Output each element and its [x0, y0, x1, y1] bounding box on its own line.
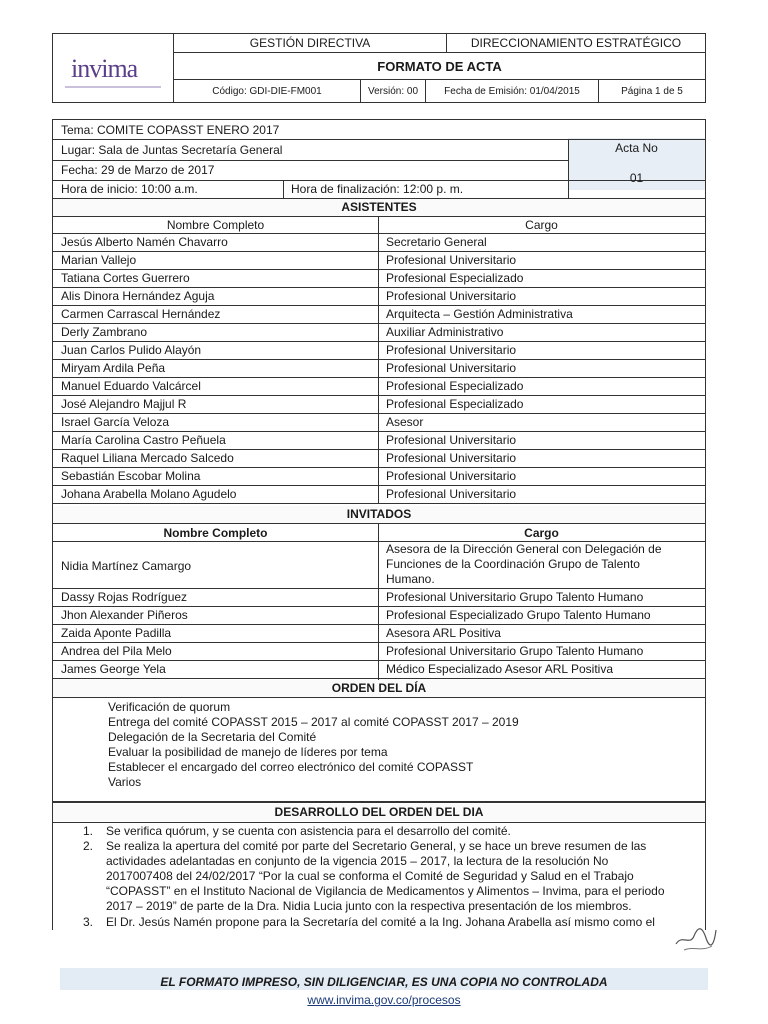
attendee-name: Derly Zambrano [61, 325, 148, 339]
guest-row-name: Nidia Martínez Camargo [61, 559, 192, 573]
attendee-row [53, 234, 705, 251]
attendee-row [53, 324, 705, 341]
attendee-name: Manuel Eduardo Valcárcel [61, 379, 201, 393]
attendee-role: Secretario General [386, 235, 487, 249]
dev-item-3: El Dr. Jesús Namén propone para la Secretaría del comité a la Ing. Johana Arabella así mismo como el [106, 915, 655, 929]
agenda-item: Evaluar la posibilidad de manejo de líderes por tema [108, 745, 388, 759]
attendee-name: Johana Arabella Molano Agudelo [61, 487, 237, 501]
attendee-role: Profesional Universitario [386, 487, 517, 501]
invima-logo [53, 34, 174, 102]
meeting-place: Lugar: Sala de Juntas Secretaría General [61, 143, 283, 157]
attendee-role: Arquitecta – Gestión Administrativa [386, 307, 573, 321]
attendee-name: Jesús Alberto Namén Chavarro [61, 235, 228, 249]
dev-item-2: Se realiza la apertura del comité por parte del Secretario General, y se hace un breve resumen de las actividades adelantadas en conjunto de la vigencia 2015 – 2017, la lectura de la resolución No 2017007408 del 24/02/2017 “Por la cual se conforma el Comité de Seguridad y Salud en el Trabajo “COPASST” en el Instituto Nacional de Vigilancia de Medicamentos y Alimentos – Invima, para el periodo 2017 – 2019” de parte de la Dra. Nidia Lucia junto con la respectiva presentación de los miembros. [106, 839, 665, 913]
attendee-row [53, 360, 705, 377]
dev-item-1: Se verifica quórum, y se cuenta con asistencia para el desarrollo del comité. [106, 824, 511, 838]
attendees-title: ASISTENTES [53, 199, 705, 216]
guests-title: INVITADOS [53, 506, 705, 523]
act-number-label: Acta No [615, 141, 658, 155]
attendee-role: Profesional Especializado [386, 397, 524, 411]
meeting-end: Hora de finalización: 12:00 p. m. [291, 182, 464, 196]
attendee-row [53, 468, 705, 485]
attendee-name: Miryam Ardila Peña [61, 361, 166, 375]
logo-tagline-bar [65, 86, 161, 88]
dev-item-1-num: 1. [83, 824, 94, 838]
attendee-role: Profesional Universitario [386, 433, 517, 447]
attendee-role: Profesional Especializado [386, 271, 524, 285]
attendee-row [53, 306, 705, 323]
guest-row [53, 589, 705, 606]
dev-item-3-num: 3. [83, 915, 94, 929]
doc-title: FORMATO DE ACTA [377, 58, 502, 74]
attendee-name: Raquel Liliana Mercado Salcedo [61, 451, 234, 465]
attendee-role: Profesional Universitario [386, 469, 517, 483]
logo-wordmark: invima [71, 54, 138, 83]
guest-name: James George Yela [61, 662, 166, 676]
area-label: GESTIÓN DIRECTIVA [249, 36, 371, 50]
guest-row [53, 625, 705, 642]
attendee-row [53, 270, 705, 287]
agenda-item: Delegación de la Secretaria del Comité [108, 730, 317, 744]
page-number: Página 1 de 5 [621, 85, 683, 97]
attendee-row [53, 432, 705, 449]
guest-name: Dassy Rojas Rodríguez [61, 590, 188, 604]
attendee-name: Israel García Veloza [61, 415, 170, 429]
development-title: DESARROLLO DEL ORDEN DEL DIA [53, 804, 705, 821]
attendee-role: Profesional Universitario [386, 361, 517, 375]
guest-name: Zaida Aponte Padilla [61, 626, 172, 640]
agenda-item: Varios [108, 775, 142, 789]
attendee-row [53, 486, 705, 503]
attendee-role: Profesional Universitario [386, 289, 517, 303]
guest-row-role: Asesora de la Dirección General con Delegación de Funciones de la Coordinación Grupo de Talento Humano. [386, 542, 662, 586]
guest-role: Profesional Universitario Grupo Talento Humano [386, 590, 644, 604]
development-section [52, 801, 706, 930]
attendee-name: Sebastián Escobar Molina [61, 469, 201, 483]
act-number-value: 01 [629, 171, 644, 185]
process-label: DIRECCIONAMIENTO ESTRATÉGICO [470, 36, 682, 50]
doc-code: Código: GDI-DIE-FM001 [212, 85, 322, 97]
guest-role: Profesional Especializado Grupo Talento Humano [386, 608, 651, 622]
guest-row [53, 607, 705, 624]
attendee-role: Profesional Universitario [386, 343, 517, 357]
attendee-role: Profesional Especializado [386, 379, 524, 393]
agenda-title: ORDEN DEL DÍA [53, 680, 705, 697]
attendee-role: Asesor [386, 415, 424, 429]
attendee-name: Marian Vallejo [61, 253, 137, 267]
guest-role: Asesora ARL Positiva [386, 626, 501, 640]
doc-version: Versión: 00 [367, 85, 419, 97]
attendee-name: Juan Carlos Pulido Alayón [61, 343, 202, 357]
footer-link[interactable]: www.invima.gov.co/procesos [307, 993, 461, 1007]
attendee-row [53, 342, 705, 359]
attendee-row [53, 378, 705, 395]
meeting-start: Hora de inicio: 10:00 a.m. [61, 182, 198, 196]
attendee-role: Profesional Universitario [386, 451, 517, 465]
guest-name: Andrea del Pila Melo [61, 644, 172, 658]
attendee-row [53, 450, 705, 467]
attendee-name: Tatiana Cortes Guerrero [61, 271, 190, 285]
guests-col-role: Cargo [524, 526, 559, 540]
attendee-row [53, 288, 705, 305]
guest-role: Médico Especializado Asesor ARL Positiva [386, 662, 614, 676]
guest-row [53, 661, 705, 678]
attendee-row [53, 396, 705, 413]
issue-date: Fecha de Emisión: 01/04/2015 [444, 85, 580, 97]
attendee-name: Carmen Carrascal Hernández [61, 307, 221, 321]
guests-col-name: Nombre Completo [163, 526, 268, 540]
agenda-item: Verificación de quorum [108, 700, 231, 714]
footer-notice: EL FORMATO IMPRESO, SIN DILIGENCIAR, ES UNA COPIA NO CONTROLADA [160, 975, 608, 989]
guest-role: Profesional Universitario Grupo Talento Humano [386, 644, 644, 658]
meeting-date: Fecha: 29 de Marzo de 2017 [61, 163, 215, 177]
meeting-topic: Tema: COMITE COPASST ENERO 2017 [61, 123, 280, 137]
attendee-role: Auxiliar Administrativo [386, 325, 504, 339]
dev-item-2-num: 2. [83, 839, 94, 853]
document-header [52, 33, 706, 103]
attendee-role: Profesional Universitario [386, 253, 517, 267]
attendees-col-name: Nombre Completo [166, 218, 265, 232]
attendee-row [53, 414, 705, 431]
initials-signature-icon [672, 916, 720, 956]
agenda-item: Entrega del comité COPASST 2015 – 2017 al comité COPASST 2017 – 2019 [108, 715, 519, 729]
guest-name: Jhon Alexander Piñeros [61, 608, 188, 622]
attendee-name: José Alejandro Majjul R [61, 397, 187, 411]
attendees-col-role: Cargo [525, 218, 558, 232]
agenda-list [108, 700, 519, 790]
guest-row [53, 643, 705, 660]
agenda-item: Establecer el encargado del correo electrónico del comité COPASST [108, 760, 474, 774]
attendee-name: Alis Dinora Hernández Aguja [61, 289, 215, 303]
attendee-row [53, 252, 705, 269]
attendee-name: María Carolina Castro Peñuela [61, 433, 226, 447]
minutes-table [52, 119, 706, 813]
